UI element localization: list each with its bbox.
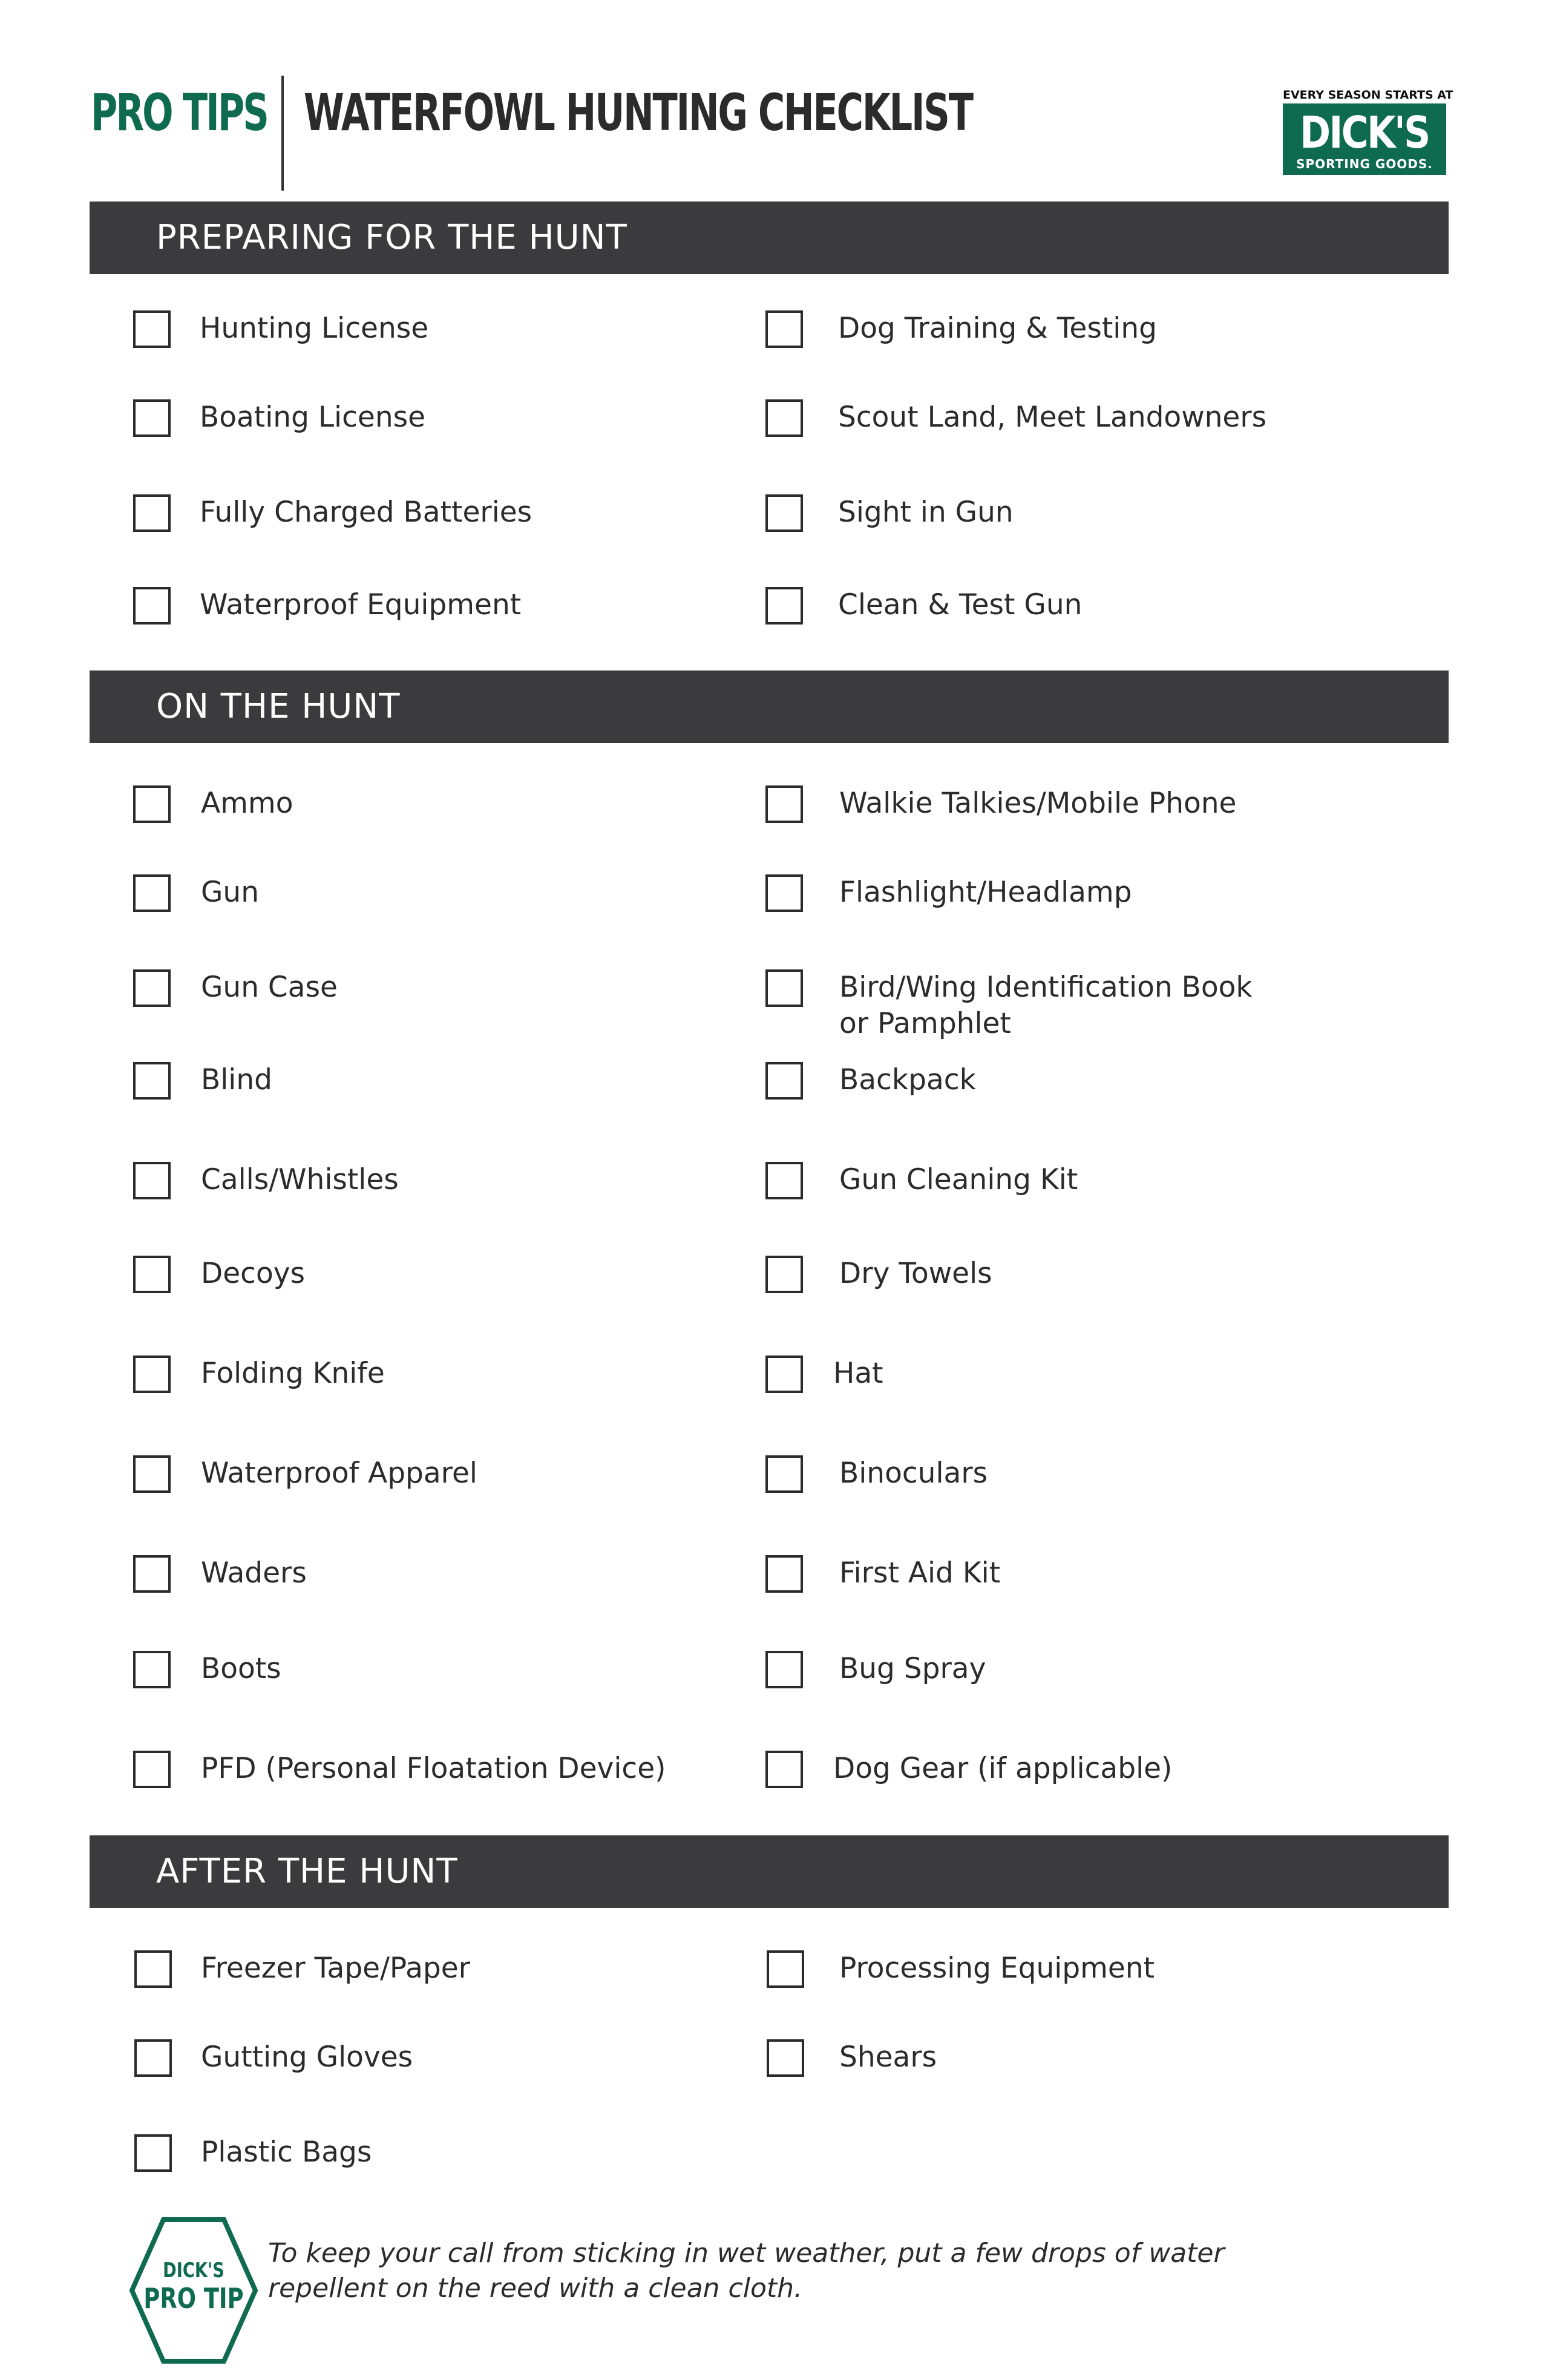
checklist-item: Gun Case — [201, 971, 338, 1004]
logo-badge — [1283, 103, 1446, 175]
checkbox[interactable] — [765, 874, 803, 912]
checklist-item: Flashlight/Headlamp — [839, 876, 1132, 909]
checklist-item: Freezer Tape/Paper — [201, 1952, 471, 1985]
checkbox[interactable] — [765, 1555, 803, 1593]
checkbox[interactable] — [765, 310, 803, 348]
section-title: AFTER THE HUNT — [156, 1852, 458, 1891]
logo-subline: SPORTING GOODS. — [1296, 157, 1433, 171]
checklist-item: Boots — [201, 1652, 281, 1685]
checkbox[interactable] — [765, 1256, 803, 1293]
page-title: WATERFOWL HUNTING CHECKLIST — [304, 83, 972, 142]
checklist-item: Binoculars — [839, 1457, 988, 1490]
checklist-item: Processing Equipment — [839, 1952, 1155, 1985]
checklist-item: Hunting License — [200, 312, 429, 345]
checkbox[interactable] — [133, 494, 171, 532]
checkbox[interactable] — [767, 1950, 804, 1988]
section-after-the-hunt — [90, 1835, 1449, 1908]
checkbox[interactable] — [765, 785, 803, 823]
pro-tips-label: PRO TIPS — [91, 83, 267, 142]
checklist-item: Clean & Test Gun — [838, 588, 1083, 621]
checklist-item: Sight in Gun — [838, 496, 1014, 529]
pro-tip-badge — [127, 2215, 260, 2366]
checkbox[interactable] — [133, 1356, 171, 1393]
checklist-item: Folding Knife — [201, 1357, 385, 1390]
pro-tip-text: To keep your call from sticking in wet weather, put a few drops of water repellent on the reed with a clean cloth. — [268, 2238, 1225, 2304]
checkbox[interactable] — [133, 399, 171, 437]
checkbox[interactable] — [765, 1162, 803, 1199]
checklist-item: Hat — [833, 1357, 883, 1390]
checklist-item: Dog Gear (if applicable) — [833, 1752, 1173, 1785]
checklist-item: Scout Land, Meet Landowners — [838, 401, 1267, 434]
badge-line1: DICK'S — [163, 2258, 224, 2283]
checklist-item: Backpack — [839, 1063, 976, 1097]
checklist-item: Gun — [201, 876, 259, 909]
checkbox[interactable] — [765, 1751, 803, 1788]
badge-line2: PRO TIP — [143, 2282, 244, 2315]
checkbox[interactable] — [133, 310, 171, 348]
checklist-item: Shears — [839, 2041, 937, 2074]
section-title: ON THE HUNT — [156, 687, 401, 726]
logo-name: DICK'S — [1300, 107, 1429, 158]
section-preparing — [90, 202, 1449, 274]
checkbox[interactable] — [765, 587, 803, 625]
checkbox[interactable] — [133, 874, 171, 912]
checkbox[interactable] — [765, 1356, 803, 1393]
checkbox[interactable] — [765, 1455, 803, 1493]
checkbox[interactable] — [133, 1751, 171, 1788]
checklist-item: Fully Charged Batteries — [200, 496, 532, 529]
checkbox[interactable] — [133, 1062, 171, 1100]
logo-tagline: EVERY SEASON STARTS AT — [1283, 88, 1453, 102]
checkbox[interactable] — [133, 587, 171, 625]
checklist-item: Calls/Whistles — [201, 1163, 399, 1196]
checkbox[interactable] — [133, 1651, 171, 1688]
checkbox[interactable] — [133, 1256, 171, 1293]
checklist-item: Blind — [201, 1063, 272, 1097]
checklist-item: First Aid Kit — [839, 1556, 1001, 1590]
section-title: PREPARING FOR THE HUNT — [156, 218, 627, 257]
checkbox[interactable] — [133, 1162, 171, 1199]
checklist-item: Plastic Bags — [201, 2136, 372, 2169]
checkbox[interactable] — [767, 2039, 804, 2077]
checklist-item: Waterproof Equipment — [200, 588, 522, 621]
checklist-item: Walkie Talkies/Mobile Phone — [839, 787, 1237, 820]
checklist-item: PFD (Personal Floatation Device) — [201, 1752, 666, 1785]
checklist-item: Waterproof Apparel — [201, 1457, 477, 1490]
checkbox[interactable] — [133, 1555, 171, 1593]
checkbox[interactable] — [765, 969, 803, 1007]
checklist-item: Dog Training & Testing — [838, 312, 1157, 345]
checklist-item: Ammo — [201, 787, 293, 820]
checkbox[interactable] — [134, 2039, 172, 2077]
checkbox[interactable] — [133, 969, 171, 1007]
checklist-item: Boating License — [200, 401, 426, 434]
checkbox[interactable] — [134, 1950, 172, 1988]
dicks-logo — [1283, 88, 1453, 175]
checkbox[interactable] — [765, 1651, 803, 1688]
checklist-item: Gutting Gloves — [201, 2041, 413, 2074]
checkbox[interactable] — [765, 494, 803, 532]
checklist-item: Bug Spray — [839, 1652, 986, 1685]
checkbox[interactable] — [765, 399, 803, 437]
checkbox[interactable] — [133, 1455, 171, 1493]
checklist-item: Waders — [201, 1556, 307, 1590]
checkbox[interactable] — [133, 785, 171, 823]
checklist-item: Dry Towels — [839, 1257, 992, 1290]
checklist-item: Decoys — [201, 1257, 306, 1290]
checkbox[interactable] — [765, 1062, 803, 1100]
section-on-the-hunt — [90, 670, 1449, 743]
title-divider — [281, 76, 284, 191]
checkbox[interactable] — [134, 2134, 172, 2172]
checklist-item: Gun Cleaning Kit — [839, 1163, 1078, 1196]
checklist-item: Bird/Wing Identification Book or Pamphlet — [839, 971, 1253, 1040]
